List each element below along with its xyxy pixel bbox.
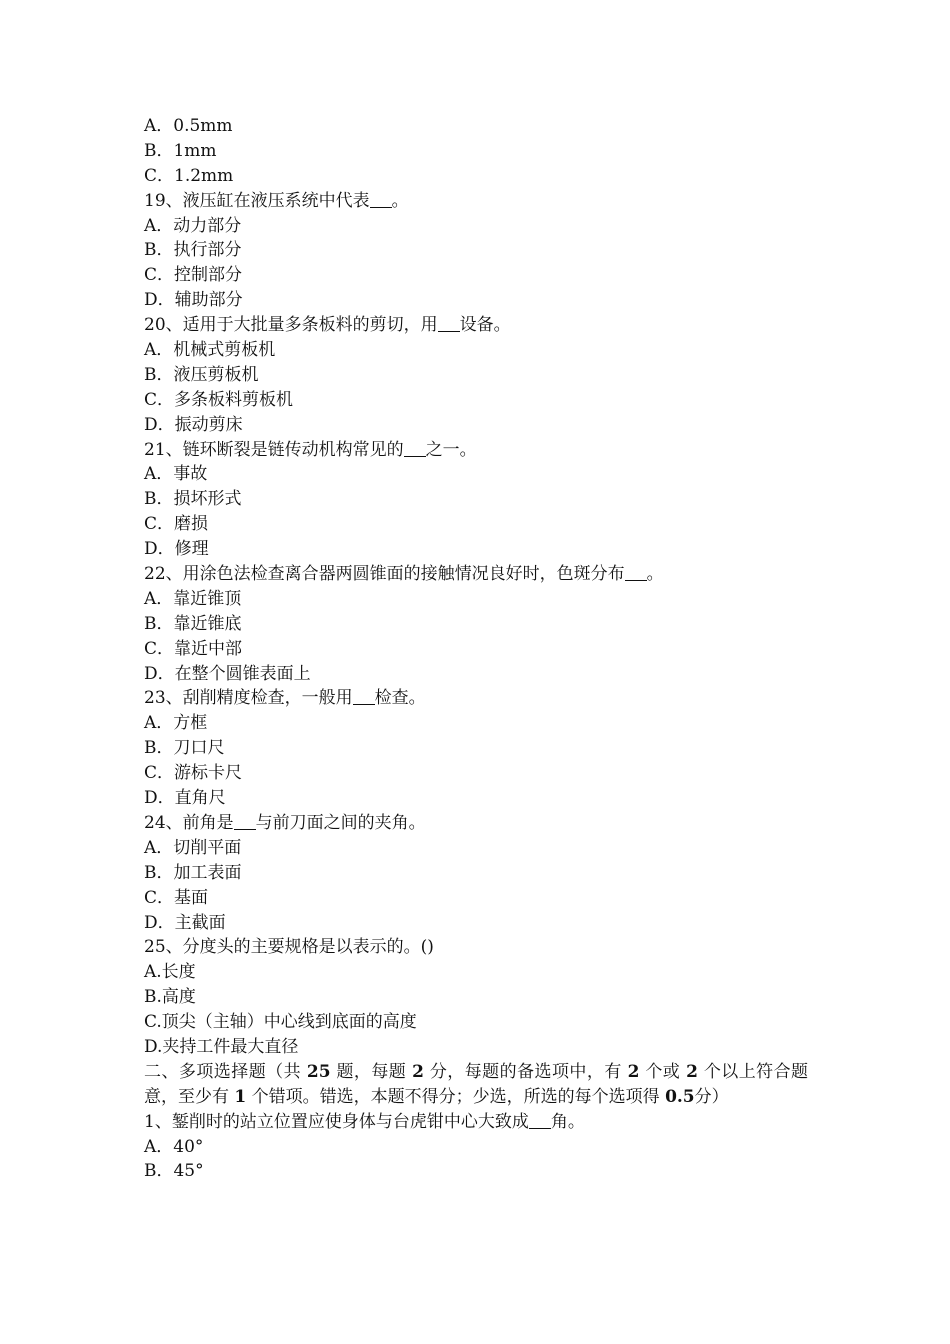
option-line: D．辅助部分 — [144, 290, 243, 311]
option-line: A．靠近锥顶 — [144, 588, 242, 609]
section-heading: 二、多项选择题（共 25 题，每题 2 分，每题的备选项中，有 2 个或 2 个以上符合题意，至少有 1 个错项。错选，本题不得分；少选，所选的每个选项得 0.5分） — [144, 1061, 809, 1107]
answer-blank — [404, 440, 426, 457]
option-line: D．主截面 — [144, 912, 226, 933]
option-line: C．游标卡尺 — [144, 763, 243, 784]
option-line: A.长度 — [144, 962, 196, 983]
answer-blank — [234, 813, 256, 830]
option-line: B．1mm — [144, 140, 217, 161]
option-line: A．40° — [144, 1136, 204, 1157]
question-stem: 21、链环断裂是链传动机构常见的 之一。 — [144, 439, 477, 460]
answer-blank — [529, 1112, 551, 1129]
option-line: B．加工表面 — [144, 862, 242, 883]
question-stem: 22、用涂色法检查离合器两圆锥面的接触情况良好时，色斑分布 。 — [144, 564, 664, 585]
question-stem: 25、分度头的主要规格是以表示的。() — [144, 937, 434, 958]
option-line: B.高度 — [144, 987, 196, 1008]
option-line: A．事故 — [144, 464, 208, 485]
answer-blank — [625, 564, 647, 581]
question-stem: 23、刮削精度检查，一般用 检查。 — [144, 688, 426, 709]
option-line: A．切削平面 — [144, 837, 242, 858]
option-line: C．基面 — [144, 887, 209, 908]
option-line: A．动力部分 — [144, 215, 242, 236]
option-line: D．在整个圆锥表面上 — [144, 663, 311, 684]
option-line: C.顶尖（主轴）中心线到底面的高度 — [144, 1012, 417, 1033]
option-line: D．直角尺 — [144, 788, 226, 809]
question-stem: 24、前角是 与前刀面之间的夹角。 — [144, 812, 426, 833]
option-line: A．0.5mm — [144, 116, 233, 136]
option-line: B．靠近锥底 — [144, 613, 242, 634]
option-line: B．执行部分 — [144, 240, 242, 261]
option-line: A．机械式剪板机 — [144, 340, 276, 361]
question-stem: 19、液压缸在液压系统中代表 。 — [144, 190, 409, 211]
answer-blank — [353, 688, 375, 705]
question-stem: 20、适用于大批量多条板料的剪切，用 设备。 — [144, 315, 511, 336]
option-line: D．修理 — [144, 539, 209, 560]
option-line: B．45° — [144, 1161, 204, 1182]
option-line: B．刀口尺 — [144, 738, 225, 759]
question-stem: 1、錾削时的站立位置应使身体与台虎钳中心大致成 角。 — [144, 1111, 585, 1132]
document-page — [144, 114, 808, 1184]
answer-blank — [438, 315, 460, 332]
option-line: A．方框 — [144, 713, 208, 734]
option-line: D．振动剪床 — [144, 414, 243, 435]
option-line: C．1.2mm — [144, 165, 234, 186]
option-line: D.夹持工件最大直径 — [144, 1036, 299, 1057]
answer-blank — [370, 191, 392, 208]
option-line: B．损坏形式 — [144, 489, 242, 510]
option-line: C．磨损 — [144, 514, 209, 535]
option-line: C．多条板料剪板机 — [144, 389, 294, 410]
option-line: B．液压剪板机 — [144, 364, 259, 385]
option-line: C．控制部分 — [144, 265, 243, 286]
option-line: C．靠近中部 — [144, 638, 243, 659]
